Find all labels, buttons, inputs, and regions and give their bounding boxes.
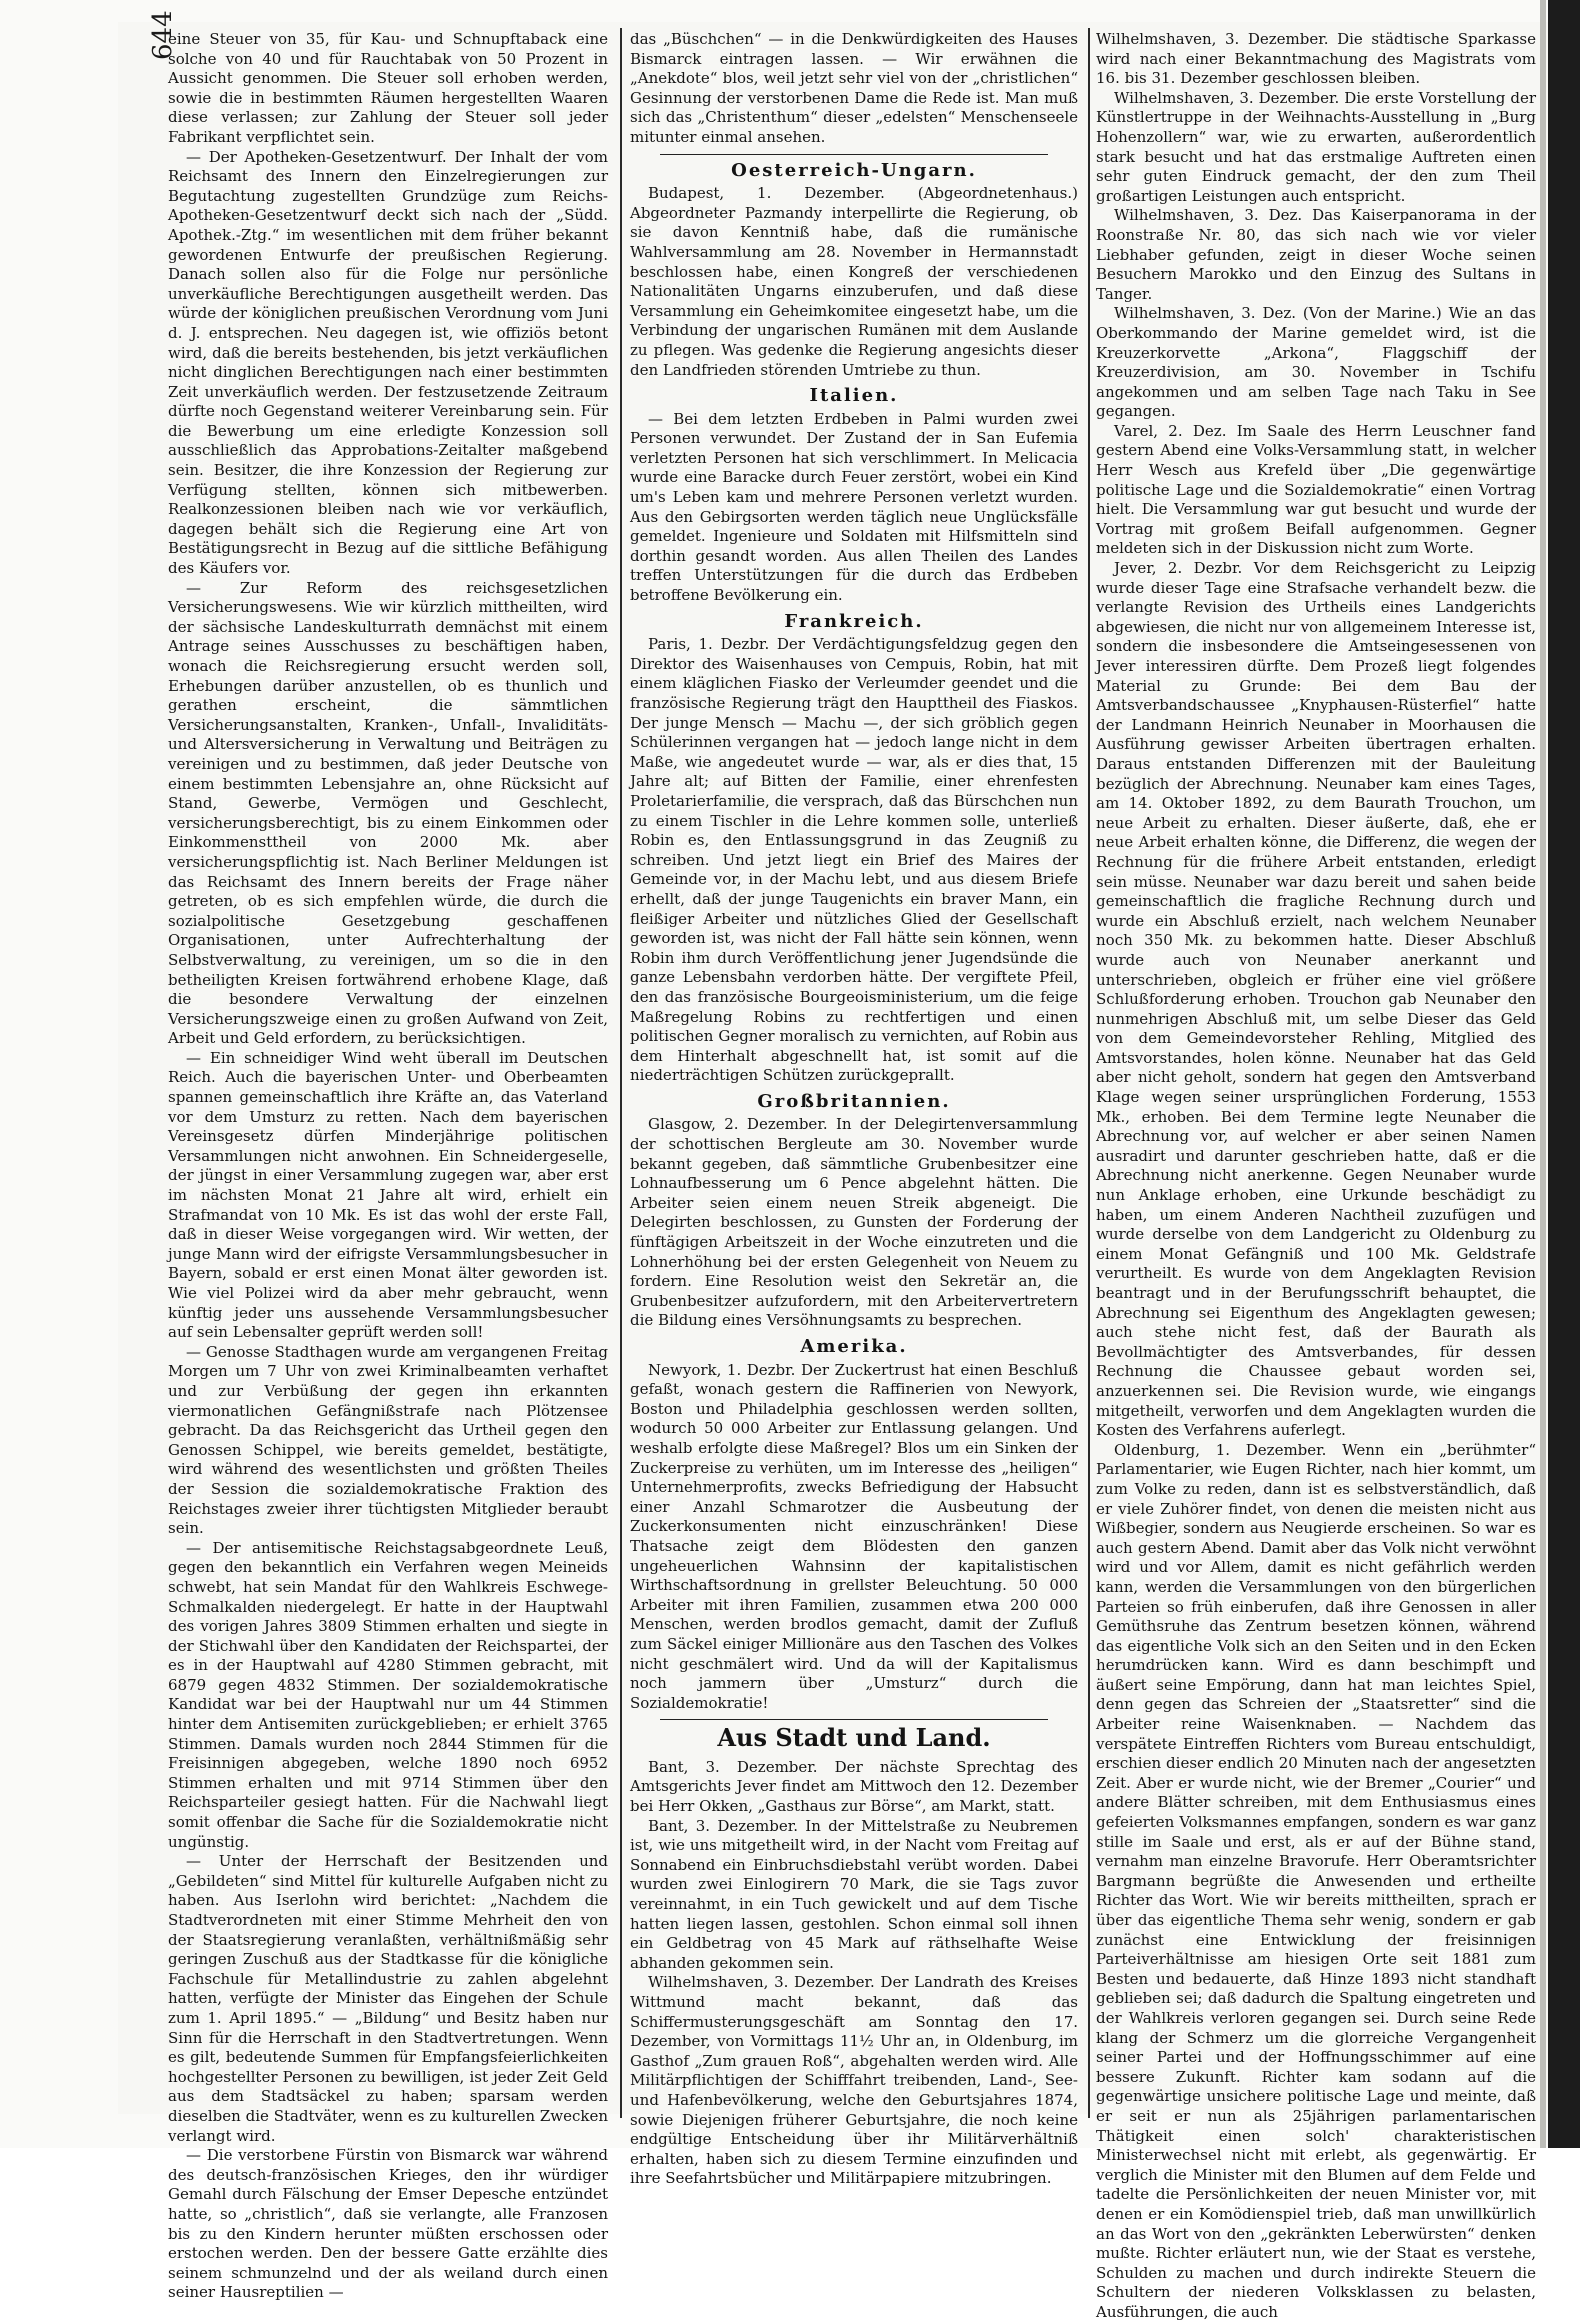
col2-para-4: Paris, 1. Dezbr. Der Verdächtigungsfeldzug gegen den Direktor des Waisenhauses von Cempuis, Robin, hat mit einem kläglichen Fiasko der Verleumder geendet und die französische Regierung trägt den Haupttheil des Fiaskos. Der junge Mensch — Machu —, der sich gröblich gegen Schülerinnen vergangen hat — jedoch lange nicht in dem Maße, wie angedeutet wurde — war, als er dies that, 15 Jahre alt; auf Bitten der Familie, einer ehrenfesten Proletarierfamilie, die versprach, daß das Bürschchen nun zu einem Tischler in die Lehre kommen solle, unterließ Robin es, den Entlassungsgrund in das Zeugniß zu schreiben. Und jetzt liegt ein Brief des Maires der Gemeinde vor, in der Machu lebt, und aus diesem Briefe erhellt, daß der junge Taugenichts ein braver Mann, ein fleißiger Arbeiter und nützliches Glied der Gesellschaft geworden ist, was nicht der Fall hätte sein können, wenn Robin ihm durch Veröffentlichung jener Jugendsünde die ganze Lebensbahn verdorben hätte. Der vergiftete Pfeil, den das französische Bourgeoisministerium, um die feige Maßregelung Robins zu rechtfertigen und einen politischen Gegner moralisch zu vernichten, auf Robin aus dem Hinterhalt abgeschnellt hat, ist somit auf die niederträchtigen Schützen zurückgeprallt. [630, 635, 1078, 1085]
col2-para-3: — Bei dem letzten Erdbeben in Palmi wurden zwei Personen verwundet. Der Zustand der in San Eufemia verletzten Personen hat sich verschlimmert. In Melicacia wurde eine Baracke durch Feuer zerstört, wobei ein Kind um's Leben kam und mehrere Personen verletzt wurden. Aus den Gebirgsorten werden täglich neue Unglücksfälle gemeldet. Ingenieure und Soldaten mit Hilfsmitteln sind dorthin gesandt worden. Aus allen Theilen des Landes treffen Unterstützungen für die durch das Erdbeben betroffene Bevölkerung ein. [630, 409, 1078, 605]
section-heading-italy: Italien. [809, 385, 899, 407]
col1-para-8: — Die verstorbene Fürstin von Bismarck war während des deutsch-französischen Krieges, den ihr würdiger Gemahl durch Fälschung der Emser Depesche entzündet hatte, so „christlich“, daß sie verlangte, alle Franzosen bis zu den Kindern herunter müßten erschossen oder erstochen werden. Den der bessere Gatte erzählte dies seinem schmunzelnd und der als weiland durch einen seiner Hausreptilien — [168, 2146, 608, 2302]
col3-para-5: Varel, 2. Dez. Im Saale des Herrn Leuschner fand gestern Abend eine Volks-Versammlung statt, in welcher Herr Wesch aus Krefeld über „Die gegenwärtige politische Lage und die Sozialdemokratie“ einen Vortrag hielt. Die Versammlung war gut besucht und wurde der Vortrag mit großem Beifall aufgenommen. Gegner meldeten sich in der Diskussion nicht zum Worte. [1096, 421, 1536, 558]
section-divider [660, 154, 1048, 155]
section-divider [660, 1719, 1048, 1720]
col3-para-2: Wilhelmshaven, 3. Dezember. Die erste Vorstellung der Künstlertruppe in der Weihnachts-Ausstellung in „Burg Hohenzollern“ war, wie zu erwarten, außerordentlich stark besucht und hat das erstmalige Auftreten einen sehr guten Eindruck gemacht, der den zum Theil großartigen Leistungen auch entspricht. [1096, 88, 1536, 205]
section-heading-america: Amerika. [800, 1336, 908, 1357]
col3-para-4: Wilhelmshaven, 3. Dez. (Von der Marine.) Wie an das Oberkommando der Marine gemeldet wird, ist die Kreuzerkorvette „Arkona“, Flaggschiff der Kreuzerdivision, am 30. November in Tschifu angekommen und am selben Tage nach Taku in See gegangen. [1096, 304, 1536, 421]
col2-para-7: Bant, 3. Dezember. Der nächste Sprechtag des Amtsgerichts Jever findet am Mittwoch den 12. Dezember bei Herr Okken, „Gasthaus zur Börse“, am Markt, statt. [630, 1757, 1078, 1816]
scan-border [1548, 0, 1580, 2148]
col2-para-1: das „Büschchen“ — in die Denkwürdigkeiten des Hauses Bismarck eintragen lassen. — Wir erwähnen die „Anekdote“ blos, weil jetzt sehr viel von der „christlichen“ Gesinnung der verstorbenen Dame die Rede ist. Man muß sich das „Christenthum“ dieser „edelsten“ Menschenseele mitunter einmal ansehen. [630, 30, 1078, 146]
col1-para-6: — Der antisemitische Reichstagsabgeordnete Leuß, gegen den bekanntlich ein Verfahren wegen Meineids schwebt, hat sein Mandat für den Wahlkreis Eschwege-Schmalkalden niedergelegt. Er hatte in der Hauptwahl des vorigen Jahres 3809 Stimmen erhalten und siegte in der Stichwahl über den Kandidaten der Reichspartei, der es in der Hauptwahl auf 4280 Stimmen gebracht, mit 6879 gegen 4832 Stimmen. Der sozialdemokratische Kandidat war bei der Hauptwahl nur um 44 Stimmen hinter dem Antisemiten zurückgeblieben; er erhielt 3765 Stimmen. Damals wurden noch 2844 Stimmen für die Freisinnigen abgegeben, welche 1890 noch 6952 Stimmen erhalten und mit 9714 Stimmen über den Reichsparteiler gesiegt hatten. Für die Nachwahl liegt somit offenbar die Sache für die Sozialdemokratie nicht ungünstig. [168, 1538, 608, 1851]
col1-para-7: — Unter der Herrschaft der Besitzenden und „Gebildeten“ sind Mittel für kulturelle Aufgaben nicht zu haben. Aus Iserlohn wird berichtet: „Nachdem die Stadtverordneten mit einer Stimme Mehrheit den von der Staatsregierung veranlaßten, verhältnißmäßig sehr geringen Zuschuß aus der Stadtkasse für die königliche Fachschule für Metallindustrie zu zahlen abgelehnt hatten, verfügte der Minister das Eingehen der Schule zum 1. April 1895.“ — „Bildung“ und Besitz haben nur Sinn für die Herrschaft in den Stadtvertretungen. Wenn es gilt, bedeutende Summen für Empfangsfeierlichkeiten hochgestellter Personen zu bewilligen, ist jeder Zeit Geld aus dem Stadtsäckel zu haben; sparsam werden dieselben die Stadtväter, wenn es zu kulturellen Zwecken verlangt wird. [168, 1852, 608, 2145]
column-rule-1 [620, 28, 622, 2118]
col3-para-1: Wilhelmshaven, 3. Dezember. Die städtische Sparkasse wird nach einer Bekanntmachung des Magistrats vom 16. bis 31. Dezember geschlossen bleiben. [1096, 30, 1536, 88]
col1-para-4: — Ein schneidiger Wind weht überall im Deutschen Reich. Auch die bayerischen Unter- und Oberbeamten spannen gemeinschaftlich ihre Kräfte an, das Vaterland vor dem Umsturz zu retten. Nach dem bayerischen Vereinsgesetz dürfen Minderjährige politischen Versammlungen nicht anwohnen. Ein Schneidergeselle, der jüngst in einer Versammlung zugegen war, aber erst im nächsten Monat 21 Jahre alt wird, erhielt ein Strafmandat von 10 Mk. Es ist das wohl der erste Fall, daß in dieser Weise vorgegangen wird. Wir wetten, der junge Mann wird der eifrigste Versammlungsbesucher in Bayern, sobald er erst einen Monat älter geworden ist. Wie viel Polizei wird da aber mehr gebraucht, wenn künftig jeder uns aussehende Versammlungsbesucher auf sein Lebensalter geprüft werden soll! [168, 1048, 608, 1342]
column-rule-2 [1088, 28, 1090, 2118]
column-1 [168, 30, 608, 2302]
col1-para-3: — Zur Reform des reichsgesetzlichen Versicherungswesens. Wie wir kürzlich mittheilten, wird der sächsische Landeskulturrath demnächst mit einem Antrage seines Ausschusses zu beschäftigen haben, wonach die Reichsregierung ersucht werden soll, Erhebungen darüber anzustellen, ob es thunlich und gerathen erscheint, die sämmtlichen Versicherungsanstalten, Kranken-, Unfall-, Invaliditäts- und Altersversicherung in Verwaltung und Beiträgen zu vereinigen und zu bestimmen, daß jeder Deutsche von einem bestimmten Lebensjahre an, ohne Rücksicht auf Stand, Gewerbe, Vermögen und Geschlecht, versicherungsberechtigt, bis zu einem Einkommen oder Einkommensttheil von 2000 Mk. aber versicherungspflichtig ist. Nach Berliner Meldungen ist das Reichsamt des Innern bereits der Frage näher getreten, ob es sich empfehlen würde, die durch die sozialpolitische Gesetzgebung geschaffenen Organisationen, unter Aufrechterhaltung der Selbstverwaltung, zu vereinigen, um so die in den betheiligten Kreisen fortwährend erhobene Klage, daß die besondere Verwaltung der einzelnen Versicherungszweige einen zu großen Aufwand von Zeit, Arbeit und Geld erfordern, zu berücksichtigen. [168, 578, 608, 1048]
col2-para-8: Bant, 3. Dezember. In der Mittelstraße zu Neubremen ist, wie uns mitgetheilt wird, in der Nacht vom Freitag auf Sonnabend ein Einbruchsdiebstahl verübt worden. Dabei wurden zwei Einlogirern 70 Mark, die sie Tags zuvor vereinnahmt, in ein Tuch gewickelt und auf dem Tische hatten liegen lassen, gestohlen. Schon einmal soll ihnen ein Geldbetrag von 45 Mark auf räthselhafte Weise abhanden gekommen sein. [630, 1816, 1078, 1972]
column-3 [1096, 30, 1536, 2321]
col3-para-6: Jever, 2. Dezbr. Vor dem Reichsgericht zu Leipzig wurde dieser Tage eine Strafsache verhandelt bezw. die verlangte Revision des Urtheils eines Landgerichts abgewiesen, die nicht nur von allgemeinem Interesse ist, sondern die insbesondere die Amtseingesessenen von Jever interessiren dürfte. Dem Prozeß liegt folgendes Material zu Grunde: Bei dem Bau der Amtsverbandschaussee „Knyphausen-Rüsterfiel“ hatte der Landmann Heinrich Neunaber in Moorhausen die Ausführung gewisser Arbeiten übertragen erhalten. Daraus entstanden Differenzen mit der Bauleitung bezüglich der Abrechnung. Neunaber kam eines Tages, am 14. Oktober 1892, zu dem Baurath Trouchon, um neue Arbeit zu erhalten. Dieser äußerte, daß, ehe er neue Arbeit erhalten könne, die Differenz, die wegen der Rechnung für die frühere Arbeit entstanden, erledigt sein müsse. Neunaber war dazu bereit und sahen beide gemeinschaftlich die fragliche Rechnung durch und wurde ein Abschluß erzielt, nach welchem Neunaber noch 350 Mk. zu bekommen hatte. Dieser Abschluß wurde auch von Neunaber anerkannt und unterschrieben, obgleich er früher eine viel größere Schlußforderung erhoben. Trouchon gab Neunaber den nunmehrigen Abschluß mit, um selbe Dieser das Geld von dem Gemeindevorsteher Rehling, Mitglied des Amtsvorstandes, holen könne. Neunaber hat das Geld aber nicht geholt, sondern hat gegen den Amtsverband Klage wegen seiner ursprünglichen Forderung, 1553 Mk., erhoben. Bei dem Termine legte Neunaber die Abrechnung vor, auf welcher er aber seinen Namen ausradirt und darunter geschrieben hatte, daß er die Abrechnung nicht anerkenne. Gegen Neunaber wurde nun Anklage erhoben, eine Urkunde beschädigt zu haben, um einem Anderen Nachtheil zuzufügen und wurde derselbe von dem Landgericht zu Oldenburg zu einem Monat Gefängniß und 100 Mk. Geldstrafe verurtheilt. Es wurde von dem Angeklagten Revision beantragt und in der Berufungsschrift behauptet, die Abrechnung sei Eigenthum des Angeklagten gewesen; auch stehe nicht fest, daß der Baurath als Bevollmächtigter des Amtsverbandes, für dessen Rechnung die Chaussee gebaut worden sei, anzuerkennen sei. Die Revision wurde, wie eingangs mitgetheilt, verworfen und dem Angeklagten wurden die Kosten des Verfahrens auferlegt. [1096, 559, 1536, 1440]
section-heading-austria: Oesterreich-Ungarn. [731, 159, 977, 181]
col2-para-9: Wilhelmshaven, 3. Dezember. Der Landrath des Kreises Wittmund macht bekannt, daß das Schiffermusterungsgeschäft am Sonntag den 17. Dezember, von Vormittags 11½ Uhr an, in Oldenburg, im Gasthof „Zum grauen Roß“, abgehalten werden wird. Alle Militärpflichtigen der Schifffahrt treibenden, Land-, See- und Hafenbevölkerung, welche den Geburtsjahres 1874, sowie Diejenigen früherer Geburtsjahre, die noch keine endgültige Entscheidung über ihr Militärverhältniß erhalten, haben sich zu diesem Termine einzufinden und ihre Seefahrtsbücher und Militärpapiere mitzubringen. [630, 1973, 1078, 2188]
section-heading-france: Frankreich. [784, 610, 924, 632]
col1-para-5: — Genosse Stadthagen wurde am vergangenen Freitag Morgen um 7 Uhr von zwei Kriminalbeamten verhaftet und zur Verbüßung der gegen ihn erkannten viermonatlichen Gefängnißstrafe nach Plötzensee gebracht. Da das Reichsgericht das Urtheil gegen den Genossen Schippel, wie bereits gemeldet, bestätigte, wird während des wesentlichsten und größten Theiles der Session die sozialdemokratische Fraktion des Reichstages zweier ihrer tüchtigsten Mitglieder beraubt sein. [168, 1342, 608, 1538]
col3-para-7: Oldenburg, 1. Dezember. Wenn ein „berühmter“ Parlamentarier, wie Eugen Richter, nach hier kommt, um zum Volke zu reden, dann ist es selbstverständlich, daß er viele Zuhörer findet, von denen die meisten nicht aus Wißbegier, sondern aus Neugierde erscheinen. So war es auch gestern Abend. Damit aber das Volk nicht verwöhnt wird und vor Allem, damit es nicht gefährlich werden kann, werden die Versammlungen von den bürgerlichen Parteien so früh einberufen, daß ihre Genossen in aller Gemüthsruhe das Zentrum besetzen können, während das eigentliche Volk sich an den Seiten und in den Ecken herumdrücken kann. Wird es dann beschimpft und äußert seine Empörung, dann hat man leichtes Spiel, denn gegen das Schreien der „Staatsretter“ sind die Arbeiter reine Waisenknaben. — Nachdem das verspätete Eintreffen Richters vom Bureau entschuldigt, erschien dieser endlich 20 Minuten nach der angesetzten Zeit. Aber er wurde nicht, wie der Bremer „Courier“ und andere Blätter schreiben, mit dem Enthusiasmus eines gefeierten Volksmannes empfangen, sondern es war ganz stille im Saale und erst, als er auf der Bühne stand, vernahm man einzelne Bravorufe. Herr Oberamtsrichter Bargmann begrüßte die Anwesenden und ertheilte Richter das Wort. Wie wir bereits mittheilten, sprach er über das eigentliche Thema sehr wenig, sondern er gab zunächst eine Entwicklung der freisinnigen Parteiverhältnisse am hiesigen Orte seit 1881 zum Besten und bedauerte, daß Hinze 1893 nicht standhaft geblieben sei; daß dadurch die Spaltung eingetreten und der Wahlkreis verloren gegangen sei. Durch seine Rede klang der Schmerz um die glorreiche Vergangenheit seiner Partei und der Hoffnungsschimmer auf eine bessere Zukunft. Richter kam sodann auf die gegenwärtige unsichere politische Lage und meinte, daß er seit er nun als 25jährigen parlamentarischen Thätigkeit einen solch' charakteristischen Ministerwechsel nicht mit erlebt, als gegenwärtig. Er verglich die Minister mit den Blumen auf dem Felde und tadelte die Persönlichkeiten der neuen Minister vor, mit denen er ein Komödienspiel trieb, daß man unwillkürlich an das Wort von den „gekränkten Leberwürsten“ denken mußte. Richter erläutert nun, wie der Staat es verstehe, Schulden zu machen und durch indirekte Steuern die Schultern der niederen Volksklassen zu belasten, Ausführungen, die auch [1096, 1440, 1536, 2321]
col2-para-5: Glasgow, 2. Dezember. In der Delegirtenversammlung der schottischen Bergleute am 30. November wurde bekannt gegeben, daß sämmtliche Grubenbesitzer eine Lohnaufbesserung um 6 Pence abgelehnt hätten. Die Arbeiter seien einem neuen Streik abgeneigt. Die Delegirten beschlossen, zu Gunsten der Forderung der fünftägigen Arbeitszeit in der Woche einzutreten und die Lohnerhöhung bei der ersten Gelegenheit von Neuem zu fordern. Eine Resolution weist den Sekretär an, die Grubenbesitzer aufzufordern, mit den Arbeitervertretern die Bildung eines Versöhnungsamts zu besprechen. [630, 1115, 1078, 1330]
section-heading-britain: Großbritannien. [757, 1090, 951, 1112]
col2-para-2: Budapest, 1. Dezember. (Abgeordnetenhaus.) Abgeordneter Pazmandy interpellirte die Regierung, ob sie davon Kenntniß habe, daß die rumänische Wahlversammlung am 28. November in Hermannstadt beschlossen habe, einen Kongreß der verschiedenen Nationalitäten Ungarns einzuberufen, und daß diese Versammlung ein Geheimkomitee eingesetzt habe, um die Verbindung der ungarischen Rumänen mit dem Auslande zu pflegen. Was gedenke die Regierung angesichts dieser den Landfrieden störenden Umtriebe zu thun. [630, 184, 1078, 379]
col2-para-6: Newyork, 1. Dezbr. Der Zuckertrust hat einen Beschluß gefaßt, wonach gestern die Raffinerien von Newyork, Boston und Philadelphia geschlossen werden sollten, wodurch 50 000 Arbeiter zur Entlassung gelangen. Und weshalb erfolgte diese Maßregel? Blos um ein Sinken der Zuckerpreise zu verhüten, um im Interesse des „heiligen“ Unternehmerprofits, zwecks Befriedigung der Habsucht einer Anzahl Schmarotzer die Ausbeutung der Zuckerkonsumenten nicht einzuschränken! Diese Thatsache zeigt dem Blödesten den ganzen ungeheuerlichen Wahnsinn der kapitalistischen Wirthschaftsordnung in grellster Beleuchtung. 50 000 Arbeiter mit ihren Familien, zusammen etwa 200 000 Menschen, werden brodlos gemacht, damit der Zufluß zum Säckel einiger Millionäre aus den Taschen des Volkes nicht geschmälert wird. Und da will der Kapitalismus noch jammern über „Umsturz“ durch die Sozialdemokratie! [630, 1360, 1078, 1712]
page-number: 644 [148, 10, 178, 60]
col1-para-1: eine Steuer von 35, für Kau- und Schnupftaback eine solche von 40 und für Rauchtabak von 50 Prozent in Aussicht genommen. Die Steuer soll erhoben werden, sowie die in bestimmten Räumen hergestellten Waaren diese verlassen; zur Zahlung der Steuer soll jeder Fabrikant verpflichtet sein. [168, 30, 608, 146]
page-edge-shadow [1540, 0, 1546, 2148]
col1-para-2: — Der Apotheken-Gesetzentwurf. Der Inhalt der vom Reichsamt des Innern den Einzelregierungen zur Begutachtung zugestellten Grundzüge zum Reichs-Apotheken-Gesetzentwurf deckt sich nach der „Südd. Apothek.-Ztg.“ im wesentlichen mit dem früher bekannt gewordenen Entwurfe der preußischen Regierung. Danach sollen also für die Folge nur persönliche unverkäufliche Berechtigungen ausgetheilt werden. Das würde der königlichen preußischen Verordnung vom Juni d. J. entsprechen. Neu dagegen ist, wie offiziös betont wird, daß die bereits bestehenden, bis jetzt verkäuflichen nicht dinglichen Berechtigungen nach einer bestimmten Zeit unverkäuflich werden. Der festzusetzende Zeitraum dürfte noch Gegenstand weiterer Vereinbarung sein. Für die Bewerbung um eine erledigte Konzession soll ausschließlich das Approbations-Zeitalter maßgebend sein. Besitzer, die ihre Konzession der Regierung zur Verfügung stellten, können sich mitbewerben. Realkonzessionen bleiben nach wie vor verkäuflich, dagegen behält sich die Regierung eine Art von Bestätigungsrecht in Bezug auf die sittliche Befähigung des Käufers vor. [168, 147, 608, 578]
column-2 [630, 30, 1078, 2188]
col3-para-3: Wilhelmshaven, 3. Dez. Das Kaiserpanorama in der Roonstraße Nr. 80, das sich nach wie vor vieler Liebhaber gefunden, zeigt in dieser Woche seinen Besuchern Marokko und den Einzug des Sultans in Tanger. [1096, 206, 1536, 303]
section-heading-local: Aus Stadt und Land. [717, 1723, 991, 1753]
